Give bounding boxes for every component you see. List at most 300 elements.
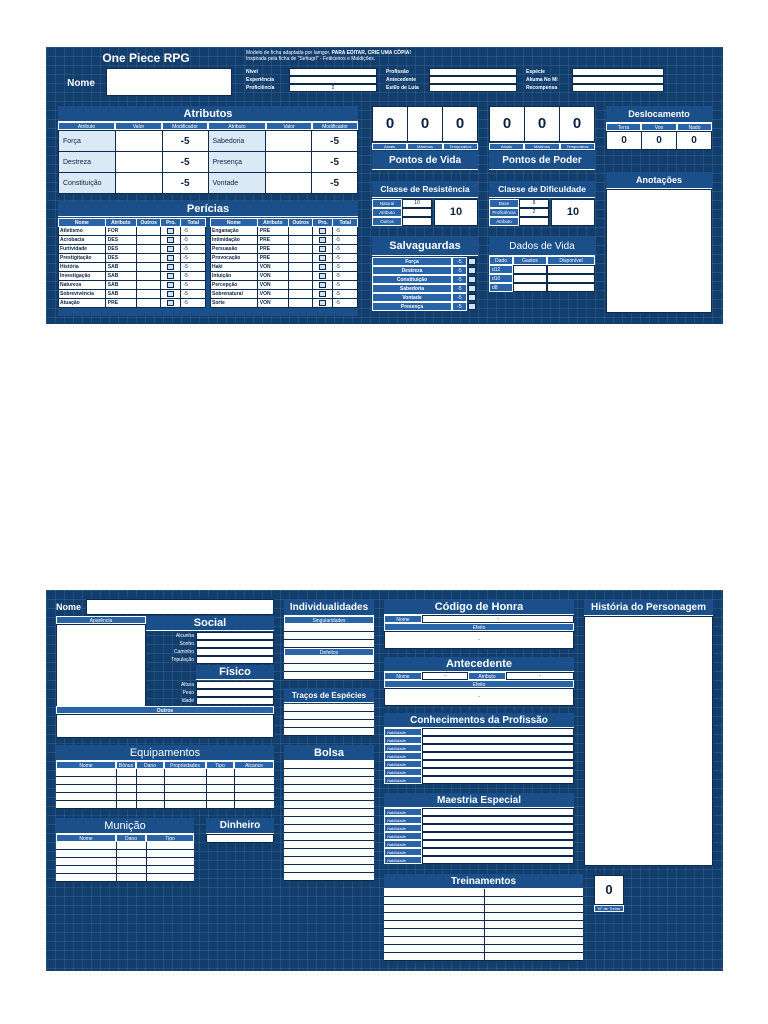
skill-name: Sobrevivência: [59, 290, 106, 299]
attr-mod: -5: [312, 173, 358, 194]
pp-current[interactable]: 0: [490, 107, 525, 141]
mastery-row: [384, 856, 574, 864]
social-row: [146, 656, 274, 664]
knowledge-label: Habilidade: [384, 728, 422, 736]
resistance-row-label: Natural: [372, 199, 402, 208]
checkbox-icon[interactable]: [319, 273, 326, 279]
checkbox-icon[interactable]: [167, 255, 174, 261]
mastery-row: [384, 848, 574, 856]
physical-field[interactable]: [196, 697, 274, 705]
bag-rows[interactable]: [284, 761, 374, 881]
skill-row: [59, 290, 206, 299]
hp-label: Atuais: [372, 143, 407, 150]
notes-field[interactable]: [606, 189, 712, 313]
movement-title: Deslocamento: [606, 106, 712, 123]
life-dice-row: [489, 274, 595, 283]
skill-header: Outros: [288, 219, 313, 227]
checkbox-icon[interactable]: [319, 264, 326, 270]
skill-name: Natureza: [59, 281, 106, 290]
background-title: Antecedente: [384, 657, 574, 672]
p2-name-field[interactable]: [86, 599, 274, 615]
skill-header: Nome: [211, 219, 258, 227]
skill-row: [59, 281, 206, 290]
skills-panel: [58, 201, 358, 316]
skill-header: Outros: [136, 219, 161, 227]
skill-proficiency-checkbox[interactable]: [161, 272, 181, 281]
skill-proficiency-checkbox[interactable]: [313, 281, 333, 290]
skill-header: Atributo: [105, 219, 136, 227]
equipment-header: Tipo: [206, 761, 234, 769]
equip-col-line: [116, 769, 117, 809]
die-spent-input[interactable]: [513, 283, 547, 292]
skill-attr: DES: [105, 245, 136, 254]
physical-field[interactable]: [196, 689, 274, 697]
bg-attr-label: Atributo: [468, 672, 506, 680]
skill-total: -5: [333, 227, 358, 236]
mastery-field[interactable]: [422, 816, 574, 824]
knowledge-label: Habilidade: [384, 752, 422, 760]
save-name: Sabedoria: [372, 284, 452, 293]
skill-name: Intimidação: [211, 236, 258, 245]
movement-fly[interactable]: 0: [642, 132, 677, 149]
die-available-input[interactable]: [547, 265, 595, 274]
mastery-field[interactable]: [422, 832, 574, 840]
movement-label: Terra: [606, 123, 641, 131]
proficiency-field[interactable]: 2: [289, 84, 377, 92]
skill-header: Total: [333, 219, 358, 227]
p2-name-label: Nome: [56, 602, 82, 612]
save-name: Destreza: [372, 266, 452, 275]
checkbox-icon[interactable]: [167, 228, 174, 234]
skill-total: -5: [333, 272, 358, 281]
movement-label: Voo: [641, 123, 677, 131]
bounty-field[interactable]: [572, 84, 664, 92]
physical-label: Idade: [181, 698, 194, 704]
resistance-row-value[interactable]: [402, 217, 432, 226]
training-col-line: [484, 889, 485, 961]
save-proficiency-checkbox[interactable]: [468, 258, 476, 265]
save-value: -5: [452, 284, 467, 293]
save-proficiency-checkbox[interactable]: [468, 285, 476, 292]
die-spent-input[interactable]: [513, 274, 547, 283]
ammo-header: Nome: [56, 834, 116, 842]
training-title: Treinamentos: [384, 874, 583, 889]
skill-proficiency-checkbox[interactable]: [313, 254, 333, 263]
skill-proficiency-checkbox[interactable]: [161, 290, 181, 299]
skill-others-input[interactable]: [136, 290, 161, 299]
save-row: [372, 293, 478, 302]
attr-header: Atributo: [208, 122, 266, 130]
notes-title: Anotações: [606, 172, 712, 189]
attr-mod: -5: [162, 173, 208, 194]
movement-swim[interactable]: 0: [691, 135, 697, 146]
knowledge-field[interactable]: [422, 736, 574, 744]
devil-fruit-field[interactable]: [572, 76, 664, 84]
species-traits-rows[interactable]: [284, 704, 374, 736]
social-field[interactable]: [196, 640, 274, 648]
knowledge-field[interactable]: [422, 768, 574, 776]
sheet-page-1: [46, 47, 723, 324]
difficulty-title: Classe de Dificuldade: [489, 181, 595, 198]
mastery-label: Habilidade: [384, 856, 422, 864]
skill-proficiency-checkbox[interactable]: [161, 236, 181, 245]
level-field[interactable]: [289, 68, 377, 76]
checkbox-icon[interactable]: [319, 291, 326, 297]
skill-proficiency-checkbox[interactable]: [313, 263, 333, 272]
physical-field[interactable]: [196, 681, 274, 689]
honor-name-label: Nome: [384, 615, 422, 623]
species-field[interactable]: [572, 68, 664, 76]
money-field[interactable]: [206, 834, 274, 843]
bg-effect-label: Efeito: [384, 680, 574, 688]
skill-others-input[interactable]: [136, 281, 161, 290]
mastery-field[interactable]: [422, 840, 574, 848]
physical-row: [146, 681, 274, 689]
difficulty-panel: [489, 181, 595, 229]
skill-others-input[interactable]: [288, 290, 313, 299]
training-rows: [384, 889, 583, 961]
skill-name: Percepção: [211, 281, 258, 290]
physical-rows: [146, 681, 274, 705]
social-row: [146, 632, 274, 640]
movement-land[interactable]: 0: [607, 132, 642, 149]
pp-label: Máximos: [524, 143, 560, 150]
difficulty-rows: [489, 199, 549, 226]
skill-proficiency-checkbox[interactable]: [313, 290, 333, 299]
skill-attr: PRE: [257, 236, 288, 245]
skill-proficiency-checkbox[interactable]: [313, 236, 333, 245]
checkbox-icon[interactable]: [167, 264, 174, 270]
attr-name: Sabedoria: [208, 131, 266, 152]
attr-value-input[interactable]: [266, 131, 312, 152]
social-field[interactable]: [196, 632, 274, 640]
skill-total: -5: [181, 299, 206, 308]
knowledge-field[interactable]: [422, 744, 574, 752]
equipment-header: Alcance: [234, 761, 274, 769]
skill-header: Total: [181, 219, 206, 227]
pp-values: [489, 106, 595, 142]
skill-total: -5: [333, 236, 358, 245]
mastery-label: Habilidade: [384, 848, 422, 856]
others-field[interactable]: [56, 714, 274, 738]
saves-rows: [372, 257, 478, 311]
skill-name: Haki: [211, 263, 258, 272]
attr-value-input[interactable]: [115, 173, 162, 194]
skill-name: Atletismo: [59, 227, 106, 236]
equipment-grid[interactable]: [56, 769, 274, 809]
skill-others-input[interactable]: [136, 254, 161, 263]
checkbox-icon[interactable]: [167, 282, 174, 288]
die-available-input[interactable]: [547, 274, 595, 283]
knowledge-row: [384, 776, 574, 784]
pp-temp[interactable]: 0: [572, 115, 582, 132]
skill-row: [59, 245, 206, 254]
mastery-label: Habilidade: [384, 832, 422, 840]
checkbox-icon[interactable]: [167, 291, 174, 297]
hp-label: Temporários: [443, 143, 478, 150]
skill-attr: SAB: [105, 263, 136, 272]
skill-attr: SAB: [105, 290, 136, 299]
attributes-table: [58, 130, 358, 194]
knowledge-label: Habilidade: [384, 736, 422, 744]
mastery-row: [384, 840, 574, 848]
name-field[interactable]: [106, 68, 232, 96]
save-value: -5: [452, 302, 467, 311]
attr-value-input[interactable]: [266, 152, 312, 173]
skill-attr: DES: [105, 254, 136, 263]
attr-name: Constituição: [59, 173, 116, 194]
sheet-page-2: [46, 590, 723, 971]
bg-attr-field[interactable]: -: [506, 672, 574, 680]
skills-left: [58, 218, 206, 308]
physical-label: Peso: [182, 690, 194, 696]
skill-header: Pro.: [313, 219, 333, 227]
fighting-style-label: Estilo de Luta: [386, 85, 419, 91]
attr-value-input[interactable]: [115, 152, 162, 173]
honor-effect-field[interactable]: -: [384, 631, 574, 649]
skill-total: -5: [181, 281, 206, 290]
attr-header: Valor: [115, 122, 162, 130]
checkbox-icon[interactable]: [167, 246, 174, 252]
info-col-2: [384, 68, 517, 92]
life-dice-title: Dados de Vida: [489, 237, 595, 256]
defects-label: Defeitos: [284, 648, 374, 656]
attr-value-input[interactable]: [266, 173, 312, 194]
background-field[interactable]: [429, 76, 517, 84]
skill-proficiency-checkbox[interactable]: [161, 281, 181, 290]
history-title: História do Personagem: [584, 600, 713, 616]
knowledge-field[interactable]: [422, 760, 574, 768]
skill-name: Persuasão: [211, 245, 258, 254]
attr-header: Modificador: [312, 122, 358, 130]
knowledge-row: [384, 736, 574, 744]
save-name: Força: [372, 257, 452, 266]
hp-max[interactable]: 0: [408, 107, 443, 141]
profession-field[interactable]: [429, 68, 517, 76]
mastery-field[interactable]: [422, 856, 574, 864]
equipment-header: Nome: [56, 761, 116, 769]
resistance-total: 10: [434, 199, 478, 226]
notes-panel: [606, 172, 712, 313]
note-bold: PARA EDITAR, CRIE UMA CÓPIA!: [331, 50, 412, 56]
skill-row: [211, 290, 358, 299]
die-label: d10: [489, 274, 513, 283]
skill-name: Intuição: [211, 272, 258, 281]
knowledge-field[interactable]: [422, 728, 574, 736]
knowledge-rows: [384, 728, 574, 784]
skill-attr: FOR: [105, 227, 136, 236]
skill-total: -5: [333, 254, 358, 263]
bg-effect-field[interactable]: -: [384, 688, 574, 706]
difficulty-row-value[interactable]: [519, 217, 549, 226]
checkbox-icon[interactable]: [319, 300, 326, 306]
mastery-label: Habilidade: [384, 840, 422, 848]
skill-others-input[interactable]: [288, 227, 313, 236]
knowledge-field[interactable]: [422, 752, 574, 760]
skill-proficiency-checkbox[interactable]: [313, 227, 333, 236]
training-count-label: N° de Treino: [594, 905, 624, 912]
life-dice-panel: [489, 237, 595, 297]
social-label: Tripulação: [170, 657, 194, 663]
skill-proficiency-checkbox[interactable]: [313, 299, 333, 308]
knowledge-row: [384, 728, 574, 736]
background-label: Antecedente: [386, 77, 417, 83]
skill-name: Enganação: [211, 227, 258, 236]
social-label: Sonho: [179, 641, 194, 647]
difficulty-row-value[interactable]: 8: [519, 199, 549, 208]
checkbox-icon[interactable]: [319, 237, 326, 243]
skill-others-input[interactable]: [288, 263, 313, 272]
honor-effect-label: Efeito: [384, 623, 574, 631]
skill-others-input[interactable]: [136, 263, 161, 272]
skill-others-input[interactable]: [136, 272, 161, 281]
experience-label: Experiência: [246, 77, 275, 83]
proficiency-label: Proficiência: [246, 85, 275, 91]
level-label: Nível: [246, 69, 258, 75]
skill-others-input[interactable]: [288, 236, 313, 245]
save-value: -5: [452, 266, 467, 275]
pp-title: Pontos de Poder: [489, 151, 595, 170]
skill-attr: VON: [257, 272, 288, 281]
mastery-field[interactable]: [422, 824, 574, 832]
skill-others-input[interactable]: [136, 245, 161, 254]
checkbox-icon[interactable]: [319, 228, 326, 234]
knowledge-row: [384, 752, 574, 760]
experience-field[interactable]: [289, 76, 377, 84]
knowledge-field[interactable]: [422, 776, 574, 784]
skill-others-input[interactable]: [288, 299, 313, 308]
skill-others-input[interactable]: [288, 245, 313, 254]
honor-name-field[interactable]: -: [422, 615, 574, 623]
attributes-headers: [58, 122, 358, 130]
skill-total: -5: [181, 290, 206, 299]
skill-name: Sobrenatural: [211, 290, 258, 299]
attr-header: Atributo: [58, 122, 115, 130]
skill-attr: VON: [257, 263, 288, 272]
pp-max[interactable]: 0: [525, 107, 560, 141]
ammo-col-line: [146, 842, 147, 882]
social-field[interactable]: [196, 648, 274, 656]
attr-value-input[interactable]: [115, 131, 162, 152]
checkbox-icon[interactable]: [319, 282, 326, 288]
checkbox-icon[interactable]: [319, 246, 326, 252]
skill-others-input[interactable]: [136, 299, 161, 308]
mastery-field[interactable]: [422, 808, 574, 816]
ammo-grid[interactable]: [56, 842, 194, 882]
save-row: [372, 302, 478, 311]
save-proficiency-checkbox[interactable]: [468, 294, 476, 301]
checkbox-icon[interactable]: [319, 255, 326, 261]
skill-total: -5: [181, 236, 206, 245]
die-available-input[interactable]: [547, 283, 595, 292]
resistance-row-value[interactable]: [402, 208, 432, 217]
attr-name: Força: [59, 131, 116, 152]
knowledge-title: Conhecimentos da Profissão: [384, 713, 574, 728]
save-proficiency-checkbox[interactable]: [468, 267, 476, 274]
knowledge-label: Habilidade: [384, 768, 422, 776]
singularities-rows[interactable]: [284, 624, 374, 648]
skill-attr: SAB: [105, 272, 136, 281]
skill-proficiency-checkbox[interactable]: [313, 245, 333, 254]
checkbox-icon[interactable]: [167, 273, 174, 279]
skill-total: -5: [333, 299, 358, 308]
life-dice-header: Gastos: [513, 256, 547, 265]
hp-panel: [372, 106, 478, 172]
resistance-row-value[interactable]: 10: [402, 199, 432, 208]
attr-mod: -5: [162, 131, 208, 152]
history-field[interactable]: [584, 616, 713, 866]
training-count: 0: [594, 875, 624, 905]
skill-others-input[interactable]: [288, 254, 313, 263]
skill-row: [211, 263, 358, 272]
skill-others-input[interactable]: [136, 236, 161, 245]
ammo-rows: [56, 842, 194, 882]
mastery-title: Maestria Especial: [384, 793, 574, 808]
social-field[interactable]: [196, 656, 274, 664]
skill-others-input[interactable]: [288, 281, 313, 290]
skill-others-input[interactable]: [136, 227, 161, 236]
skills-title: Perícias: [58, 201, 358, 217]
skill-row: [211, 254, 358, 263]
die-spent-input[interactable]: [513, 265, 547, 274]
knowledge-row: [384, 768, 574, 776]
skill-row: [211, 227, 358, 236]
hp-title: Pontos de Vida: [372, 151, 478, 170]
checkbox-icon[interactable]: [167, 300, 174, 306]
skill-attr: PRE: [257, 227, 288, 236]
skill-proficiency-checkbox[interactable]: [313, 272, 333, 281]
movement-panel: [606, 106, 712, 152]
skill-others-input[interactable]: [288, 272, 313, 281]
social-row: [146, 640, 274, 648]
defects-rows[interactable]: [284, 656, 374, 680]
fighting-style-field[interactable]: [429, 84, 517, 92]
difficulty-row-value[interactable]: 2: [519, 208, 549, 217]
save-row: [372, 257, 478, 266]
skill-row: [211, 281, 358, 290]
pp-panel: [489, 106, 595, 172]
skill-proficiency-checkbox[interactable]: [161, 299, 181, 308]
checkbox-icon[interactable]: [167, 237, 174, 243]
save-proficiency-checkbox[interactable]: [468, 303, 476, 310]
skill-row: [211, 299, 358, 308]
skill-header: Atributo: [257, 219, 288, 227]
bg-name-field[interactable]: -: [422, 672, 468, 680]
mastery-field[interactable]: [422, 848, 574, 856]
equipment-header: Dano: [136, 761, 164, 769]
skill-total: -5: [181, 227, 206, 236]
hp-current[interactable]: 0: [373, 107, 408, 141]
attr-name: Presença: [208, 152, 266, 173]
attr-mod: -5: [162, 152, 208, 173]
attr-header: Modificador: [162, 122, 208, 130]
skill-proficiency-checkbox[interactable]: [161, 254, 181, 263]
resistance-rows: [372, 199, 432, 226]
note-text: Modelo de ficha adaptada por Iamgor.: [246, 50, 331, 56]
skill-proficiency-checkbox[interactable]: [161, 263, 181, 272]
skills-right: [210, 218, 358, 308]
difficulty-row-label: Proficiência: [489, 208, 519, 217]
difficulty-total: 10: [551, 199, 595, 226]
hp-temp[interactable]: 0: [455, 115, 465, 132]
skills-table-left: [58, 218, 206, 308]
skill-proficiency-checkbox[interactable]: [161, 245, 181, 254]
skill-proficiency-checkbox[interactable]: [161, 227, 181, 236]
skill-total: -5: [333, 281, 358, 290]
honor-title: Código de Honra: [384, 600, 574, 615]
save-proficiency-checkbox[interactable]: [468, 276, 476, 283]
appearance-field[interactable]: [56, 624, 146, 707]
